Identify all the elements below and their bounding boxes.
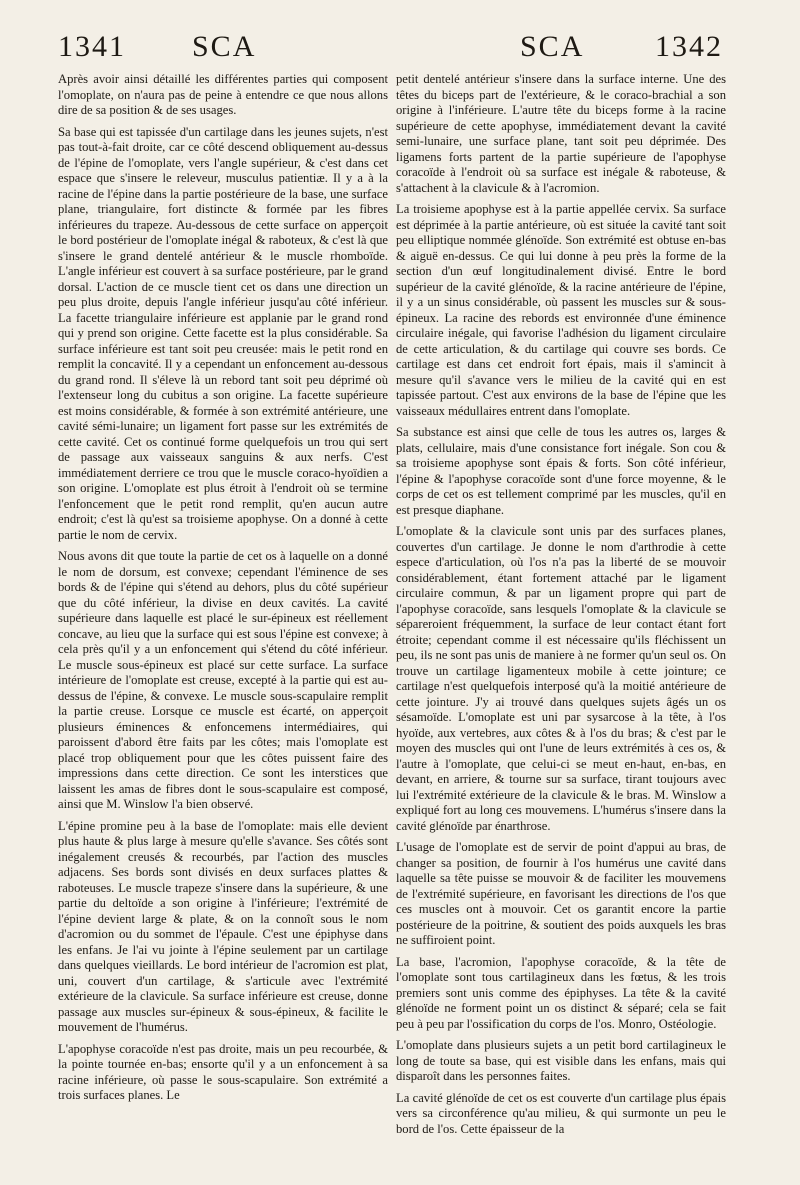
paragraph: Nous avons dit que toute la partie de cet os à laquelle on a donné le nom de dorsum, est convexe; cependant l'éminence de ses bords & de l'épine qui s'étend au dehors, plus du côté supérieur que du côté inférieur, la divise en deux cavités. La cavité supérieure dans laquelle est placé le sur-épineux est réellement concave, au lieu que la surface qui est sous l'épine est convexe; à cela près qu'il y a un enfoncement qui s'étend du côté inférieur. Le muscle sous-épineux est placé sur cette surface. La surface intérieure de l'omoplate est creuse, excepté à la partie qui est au-dessus de l'épine, & convexe. Le muscle sous-scapulaire remplit la partie creuse. Lorsque ce muscle est écarté, on apperçoit plusieurs éminences & enfoncemens intermédiaires, qui paroissent d'abord être faits par les côtes; mais l'omoplate est placé trop obliquement pour que les côtes puissent faire des impressions dans cette direction. Ce sont les interstices que laissent les amas de fibres dont le sous-scapulaire est composé, ainsi que M. Winslow l'a bien observé.: [58, 549, 388, 811]
paragraph: L'apophyse coracoïde n'est pas droite, mais un peu recourbée, & la pointe tournée en-bas; ensorte qu'il y a un enfoncement à sa racine inférieure, où passe le sous-scapulaire. Son extrémité a trois surfaces planes. Le: [58, 1041, 388, 1102]
paragraph: L'usage de l'omoplate est de servir de point d'appui au bras, de changer sa position, de fournir à l'os humérus une cavité dans laquelle sa tête puisse se mouvoir & de faciliter les mouvemens de l'extrémité supérieure, en favorisant les directions de l'os que ces muscles ont à mouvoir. Cet os garantit encore la partie postérieure de la poitrine, & soutient des poids auxquels les bras ne suffiroient point.: [396, 840, 726, 947]
paragraph: L'épine promine peu à la base de l'omoplate: mais elle devient plus haute & plus large à mesure qu'elle s'avance. Ses côtés sont inégalement creusés & recourbés, par l'action des muscles adjacens. Ses bords sont divisés en deux surfaces plattes & raboteuses. Le muscle trapeze s'insere dans la supérieure, & une partie du deltoïde a son origine à l'inférieure; l'extrémité de l'épine devient large & plate, & on la connoît sous le nom d'acromion ou du sommet de l'épaule. C'est une épiphyse dans les enfans. Je l'ai vu jointe à l'épine seulement par un cartilage dans quelques vieillards. Le bord intérieur de l'acromion est plat, uni, couvert d'un cartilage, & s'articule avec l'extrémité extérieure de la clavicule. Sa surface inférieure est creuse, donne passage aux muscles sur-épineux & sous-épineux, & facilite le mouvement de l'humérus.: [58, 818, 388, 1034]
right-column: [396, 72, 726, 1172]
left-page-number: 1341: [58, 30, 126, 63]
left-column: [58, 72, 388, 1172]
paragraph: La cavité glénoïde de cet os est couverte d'un cartilage plus épais vers sa circonférence qu'au milieu, & qui surmonte un peu le bord de l'os. Cette épaisseur de la: [396, 1090, 726, 1136]
paragraph: Sa substance est ainsi que celle de tous les autres os, larges & plats, cellulaire, mais d'une consistance fort inégale. Son cou & sa troisieme apophyse sont épais & forts. Son côté inférieur, l'épine & l'apophyse coracoïde sont d'une force moyenne, & le corps de cet os est tellement comprimé par les muscles, qu'il en est presque diaphane.: [396, 425, 726, 517]
right-running-head: SCA: [520, 30, 585, 63]
paragraph: L'omoplate & la clavicule sont unis par des surfaces planes, couvertes d'un cartilage. Je donne le nom d'arthrodie à cette espece d'articulation, où l'os n'a pas la liberté de se mouvoir considérablement, étant fortement attaché par le ligament circulaire commun, & par un ligament propre qui part de l'apophyse coracoïde, sans lesquels l'omoplate & la clavicule se sépareroient fréquemment, la surface de leur contact étant fort étroite; cependant comme il est nécessaire qu'ils fléchissent un peu, ils ne sont pas unis de maniere à ne former qu'un seul os. On trouve un cartilage ligamenteux mobile à cette jointure; ce cartilage n'est quelquefois interposé qu'à la moitié antérieure de cette jointure. J'y ai trouvé dans quelques sujets âgés un os sésamoïde. L'omoplate est uni par sysarcose à la tête, à l'os hyoïde, aux vertebres, aux côtes & à l'os du bras; & c'est par le moyen des muscles qui ont l'une de leurs extrémités à ces os, & l'autre à l'omoplate, que celui-ci se meut en-haut, en-bas, en devant, en arriere, & tourne sur sa surface, tirant toujours avec lui l'extrémité extérieure de la clavicule & le bras. M. Winslow a expliqué fort au long ces mouvemens. L'humérus s'insere dans la cavité glénoïde par énarthrose.: [396, 524, 726, 833]
paragraph: L'omoplate dans plusieurs sujets a un petit bord cartilagineux le long de toute sa base, qui est visible dans les enfans, mais qui disparoît dans les personnes faites.: [396, 1038, 726, 1083]
paragraph: Sa base qui est tapissée d'un cartilage dans les jeunes sujets, n'est pas tout-à-fait droite, car ce côté descend obliquement au-dessus de l'épine de l'omoplate, vers l'angle supérieur, & c'est dans cet espace que s'insere le releveur, musculus patientiæ. Il y a à la racine de l'épine dans la partie postérieure de la base, une surface plane, triangulaire, fort distincte & formée par les fibres inférieures du trapeze. Au-dessous de cette surface on apperçoit le bord postérieur de l'omoplate inégal & raboteux, & c'est là que s'insere le grand dentelé antérieur & le muscle rhomboïde. L'angle inférieur est couvert à sa surface postérieure, par le grand dorsal. L'action de ce muscle tient cet os dans une direction un peu plus droite, depuis l'angle inférieur jusqu'au côté inférieur. La facette triangulaire inférieure est applanie par le grand rond qui y prend son origine. Cette facette est la plus considérable. Sa surface inférieure est tant soit peu creusée: mais le petit rond en remplit la concavité. Il y a cependant un enfoncement au-dessous du grand rond. Il s'éleve là un rebord tant soit peu déprimé où l'extenseur long du cubitus a son origine. La facette supérieure est moins considérable, & formée à son extrémité antérieure, une cavité sémi-lunaire; un ligament fort passe sur les extrémités de cette cavité. Cet os continué forme quelquefois un trou qui sert de passage aux vaisseaux sanguins & aux nerfs. C'est immédiatement derriere ce trou que le muscle coraco-hyoïdien a son origine. L'omoplate est plus étroit à l'endroit où se termine l'enfoncement que le petit rond remplit, qu'en aucun autre endroit; c'est là qu'est sa troisieme apophyse. On a donné à cette partie le nom de cervix.: [58, 124, 388, 542]
paragraph: La base, l'acromion, l'apophyse coracoïde, & la tête de l'omoplate sont tous cartilagineux dans les fœtus, & les trois premiers sont unis comme des épiphyses. La tête & la cavité glénoïde ne forment point un os distinct & séparé; cela se fait peu à peu par l'ossification du corps de l'os. Monro, Ostéologie.: [396, 954, 726, 1031]
paragraph: La troisieme apophyse est à la partie appellée cervix. Sa surface est déprimée à la partie antérieure, où est située la cavité tant soit peu elliptique nommée glénoïde. Son extrémité est obtuse en-bas & aiguë en-dessus. Ce qui lui donne à peu près la forme de la section d'un œuf longitudinalement divisé. Entre le bord supérieur de la cavité glénoïde, & la racine antérieure de l'épine, il y a un sinus considérable, où passent les muscles sur & sous-épineux. La racine des rebords est environnée d'une éminence circulaire inégale, qui favorise l'adhésion du ligament circulaire de cette articulation, & du cartilage qui couvre ses bords. Ce cartilage est dans cet endroit fort épais, mais il s'amincit à mesure qu'il s'avance vers le milieu de la cavité qui en est tapissée partout. C'est aux environs de la base de l'épine que les vaisseaux médullaires entrent dans l'omoplate.: [396, 202, 726, 418]
right-page-number: 1342: [655, 30, 723, 63]
paragraph: Après avoir ainsi détaillé les différentes parties qui composent l'omoplate, on n'aura pas de peine à entendre ce que nous allons dire de sa position & de ses usages.: [58, 72, 388, 117]
paragraph: petit dentelé antérieur s'insere dans la surface interne. Une des têtes du biceps part de l'extérieure, & le coraco-brachial a son origine à l'inférieure. L'autre tête du biceps forme à la racine supérieure de cette apophyse, immédiatement devant la cavité semi-lunaire, une surface plane, tant soit peu déprimée. Des ligamens forts partent de la partie supérieure de l'apophyse coracoïde à l'endroit où sa surface est inégale & raboteuse, & s'attachent à la clavicule & à l'acromion.: [396, 72, 726, 195]
left-running-head: SCA: [192, 30, 257, 63]
